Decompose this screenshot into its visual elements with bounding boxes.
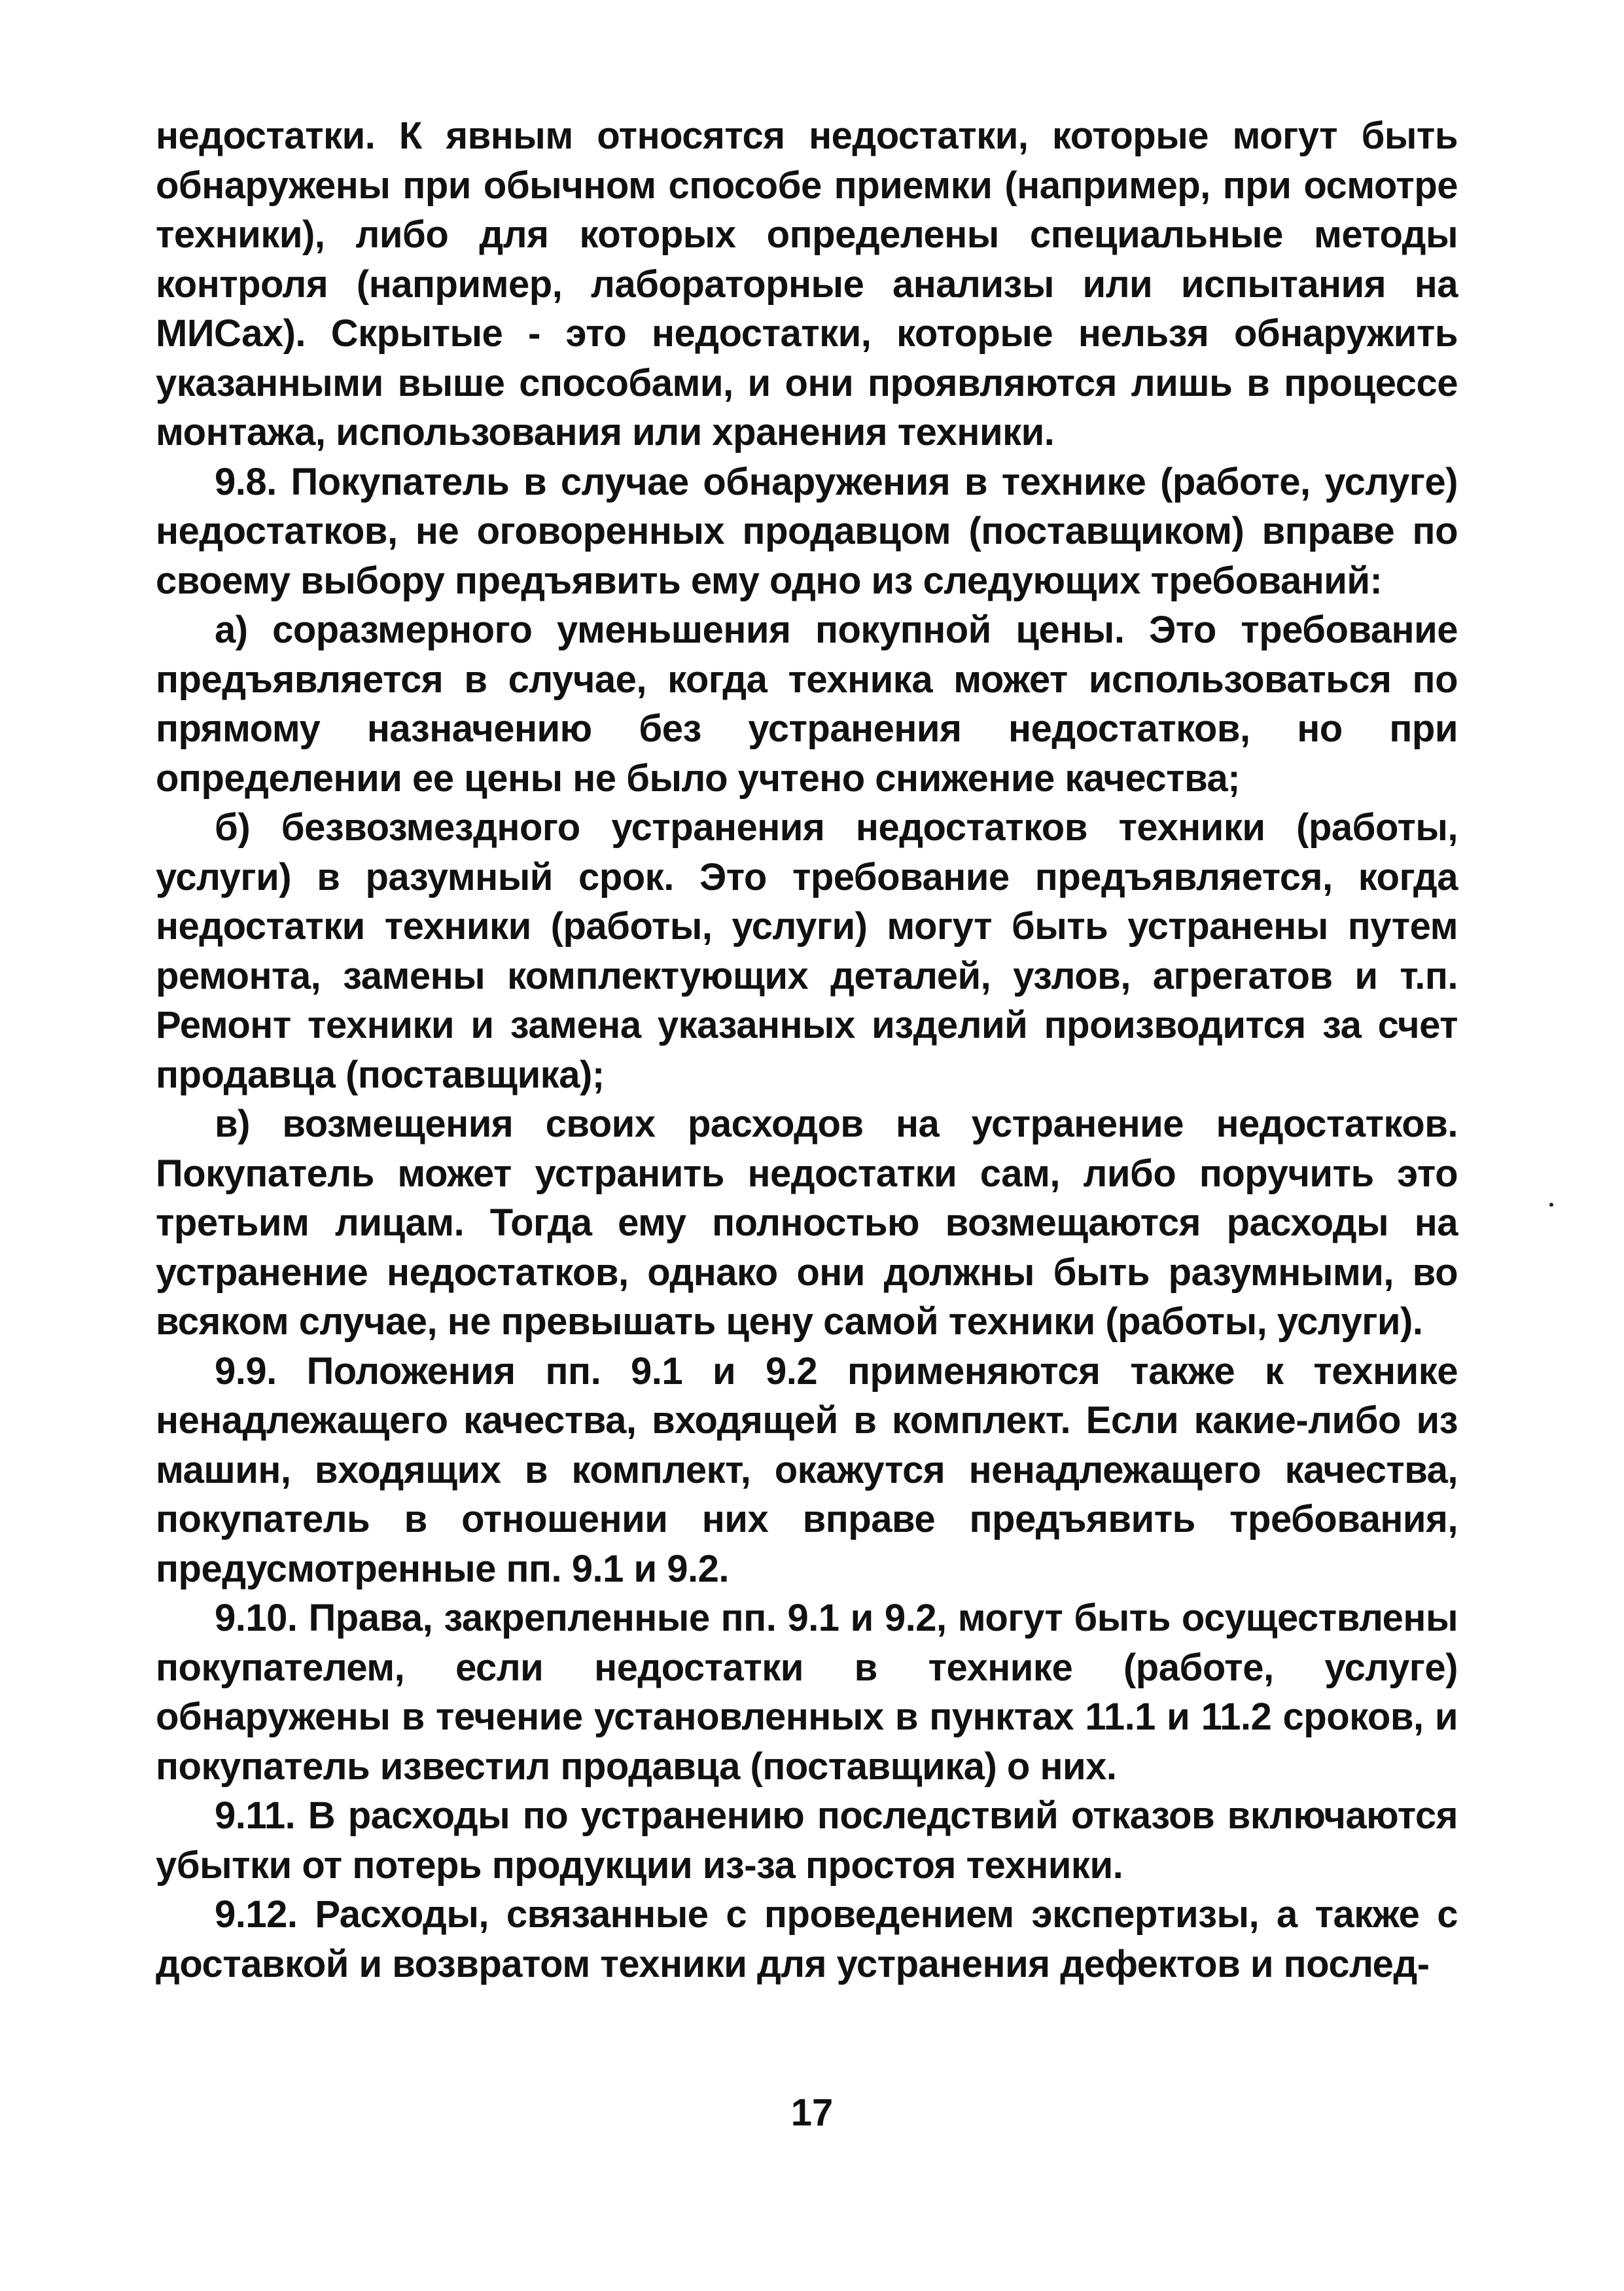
paragraph-9-9: 9.9. Положения пп. 9.1 и 9.2 применяются также к технике ненадлежащего качества, входящей в комплект. Если какие-либо из машин, входящих в комплект, окажутся ненадлежащего качества, покупатель в отношении них вправе предъявить требования, предусмотренные пп. 9.1 и 9.2.: [156, 1349, 1458, 1590]
paragraph-9-11: 9.11. В расходы по устранению последствий отказов включаются убытки от потерь продукции из-за простоя техники.: [156, 1794, 1458, 1887]
scan-speck: [1549, 1203, 1553, 1207]
paragraph-continuation: недостатки. К явным относятся недостатки, которые могут быть обнаружены при обычном способе приемки (например, при осмотре техники), либо для которых определены специальные методы контроля (например, лабораторные анализы или испытания на МИСах). Скрытые - это недостатки, которые нельзя обнаружить указанными выше способами, и они проявляются лишь в процессе монтажа, использования или хранения техники.: [156, 115, 1458, 453]
paragraph-9-8: 9.8. Покупатель в случае обнаружения в технике (работе, услуге) недостатков, не оговоренных продавцом (поставщиком) вправе по своему выбору предъявить ему одно из следующих требований:: [156, 460, 1458, 602]
paragraph-9-8-b: б) безвозмездного устранения недостатков техники (работы, услуги) в разумный срок. Это требование предъявляется, когда недостатки техники (работы, услуги) могут быть устранены путем ремонта, замены комплектующих деталей, узлов, агрегатов и т.п. Ремонт техники и замена указанных изделий производится за счет продавца (поставщика);: [156, 806, 1458, 1096]
body-text: [156, 111, 1458, 1989]
paragraph-9-10: 9.10. Права, закрепленные пп. 9.1 и 9.2, могут быть осуществлены покупателем, если недостатки в технике (работе, услуге) обнаружены в течение установленных в пунктах 11.1 и 11.2 сроков, и покупатель известил продавца (поставщика) о них.: [156, 1597, 1458, 1788]
paragraph-9-12: 9.12. Расходы, связанные с проведением экспертизы, а также с доставкой и возвратом техники для устранения дефектов и послед-: [156, 1893, 1458, 1985]
page-number: 17: [790, 2091, 834, 2134]
paragraph-9-8-v: в) возмещения своих расходов на устранение недостатков. Покупатель может устранить недостатки сам, либо поручить это третьим лицам. Тогда ему полностью возмещаются расходы на устранение недостатков, однако они должны быть разумными, во всяком случае, не превышать цену самой техники (работы, услуги).: [156, 1103, 1458, 1343]
paragraph-9-8-a: а) соразмерного уменьшения покупной цены. Это требование предъявляется в случае, когда техника может использоваться по прямому назначению без устранения недостатков, но при определении ее цены не было учтено снижение качества;: [156, 609, 1458, 800]
